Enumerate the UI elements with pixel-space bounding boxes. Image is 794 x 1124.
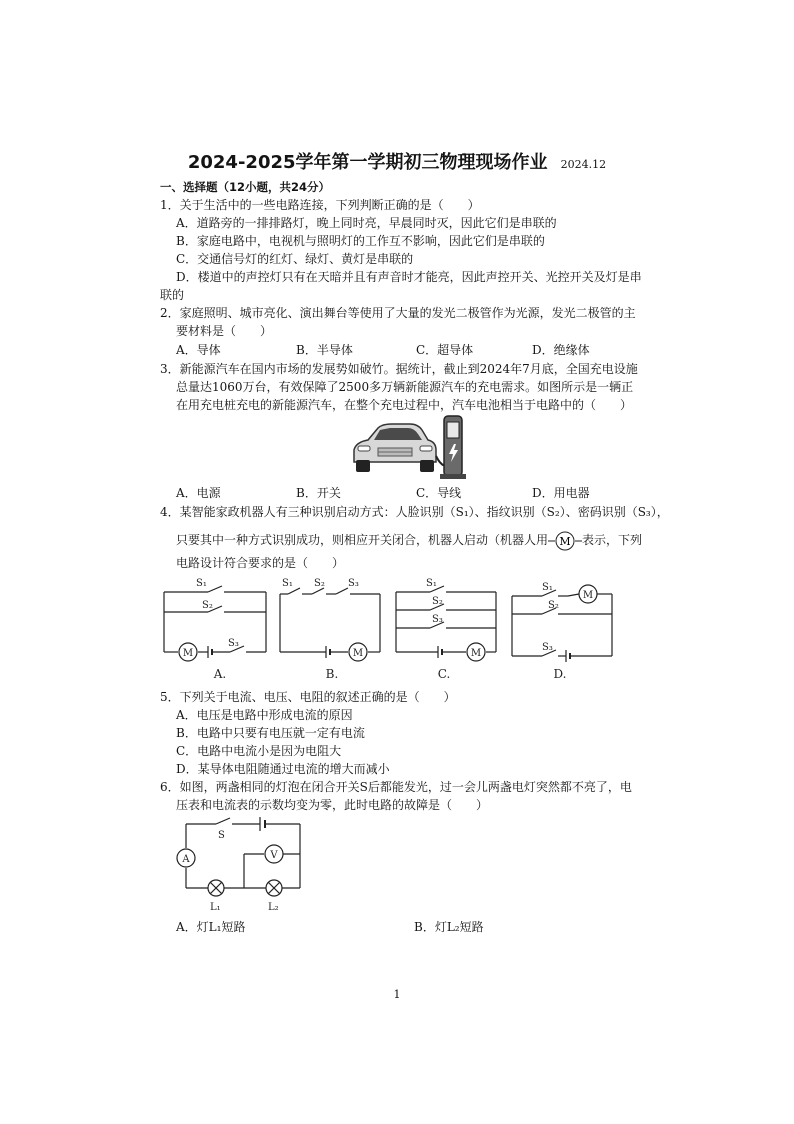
- q1-option-b: B．家庭电路中，电视机与照明灯的工作互不影响，因此它们是串联的: [176, 234, 545, 248]
- q6-stem-line1: 6．如图，两盏相同的灯泡在闭合开关S后都能发光，过一会儿两盏电灯突然都不亮了，电: [160, 780, 632, 794]
- circuit-d-caption: D.: [553, 667, 567, 681]
- circuit-a-s3-label: S₃: [228, 638, 239, 649]
- circuit-c-caption: C.: [437, 667, 451, 681]
- voltmeter-label: V: [270, 850, 278, 861]
- q2-option-d: D．绝缘体: [532, 343, 590, 357]
- motor-symbol-label: M: [559, 534, 571, 548]
- q6-circuit-diagram: [170, 812, 320, 916]
- q4-stem-line3: 电路设计符合要求的是（ ）: [176, 556, 345, 570]
- section-heading: 一、选择题（12小题，共24分）: [160, 180, 331, 194]
- q3-option-c: C．导线: [416, 486, 462, 500]
- exam-title-row: [0, 148, 794, 174]
- charger-icon: [440, 416, 466, 479]
- circuit-d-motor-label: M: [582, 590, 594, 601]
- circuit-c-motor-label: M: [470, 648, 482, 659]
- circuit-d-s2-label: S₂: [548, 600, 559, 611]
- circuit-d: [512, 585, 612, 662]
- q3-stem-line1: 3．新能源汽车在国内市场的发展势如破竹。据统计，截止到2024年7月底，全国充电设施: [160, 362, 638, 376]
- circuit-a-motor-label: M: [182, 648, 194, 659]
- circuit-a-s1-label: S₁: [196, 578, 207, 589]
- q1-option-d: D．楼道中的声控灯只有在天暗并且有声音时才能亮，因此声控开关、光控开关及灯是串: [176, 270, 642, 284]
- q5-option-a: A．电压是电路中形成电流的原因: [176, 708, 353, 722]
- q3-option-d: D．用电器: [532, 486, 590, 500]
- q2-stem-line1: 2．家庭照明、城市亮化、演出舞台等使用了大量的发光二极管作为光源，发光二极管的主: [160, 306, 636, 320]
- circuit-c-s2-label: S₂: [432, 596, 443, 607]
- q6-stem-line2: 压表和电流表的示数均变为零，此时电路的故障是（ ）: [176, 798, 489, 812]
- q5-option-c: C．电路中电流小是因为电阻大: [176, 744, 342, 758]
- q3-stem-line3: 在用充电桩充电的新能源汽车，在整个充电过程中，汽车电池相当于电路中的（ ）: [176, 398, 633, 412]
- circuit-b: [280, 588, 380, 661]
- circuit-a: [164, 586, 266, 661]
- q4-stem-line2-b: 表示，下列: [582, 533, 643, 547]
- q2-option-b: B．半导体: [296, 343, 353, 357]
- q1-option-a: A．道路旁的一排排路灯，晚上同时亮，早晨同时灭，因此它们是串联的: [176, 216, 557, 230]
- circuit-b-caption: B.: [325, 667, 339, 681]
- q5-option-b: B．电路中只要有电压就一定有电流: [176, 726, 365, 740]
- circuit-c-s3-label: S₃: [432, 614, 443, 625]
- exam-date: 2024.12: [560, 158, 607, 171]
- circuit-b-s1-label: S₁: [282, 578, 293, 589]
- page-number: 1: [393, 988, 401, 1001]
- q6-option-a: A．灯L₁短路: [176, 920, 246, 934]
- circuit-c-s1-label: S₁: [426, 578, 437, 589]
- q4-circuit-diagrams: [150, 574, 630, 684]
- lamp-l1-label: L₁: [210, 902, 221, 913]
- car-icon: [354, 424, 436, 472]
- q4-stem-line2: [176, 530, 642, 551]
- q5-option-d: D．某导体电阻随通过电流的增大而减小: [176, 762, 390, 776]
- circuit-b-motor-label: M: [352, 648, 364, 659]
- circuit-a-caption: A.: [213, 667, 227, 681]
- q4-stem-line2-a: 只要其中一种方式识别成功，则相应开关闭合，机器人启动（机器人用: [176, 533, 549, 547]
- q1-option-d-cont: 联的: [160, 288, 185, 302]
- q3-option-b: B．开关: [296, 486, 341, 500]
- ammeter-label: A: [182, 854, 190, 865]
- q5-stem: 5．下列关于电流、电压、电阻的叙述正确的是（ ）: [160, 690, 456, 704]
- q2-stem-line2: 要材料是（ ）: [176, 324, 273, 338]
- motor-symbol-icon: [548, 531, 582, 551]
- q1-option-c: C．交通信号灯的红灯、绿灯、黄灯是串联的: [176, 252, 414, 266]
- circuit-d-s3-label: S₃: [542, 642, 553, 653]
- lamp-l2-label: L₂: [268, 902, 279, 913]
- ev-charging-illustration: [348, 412, 470, 482]
- q4-stem-line1: 4．某智能家政机器人有三种识别启动方式：人脸识别（S₁）、指纹识别（S₂）、密码识别（S₃），: [160, 505, 669, 519]
- q6-option-b: B．灯L₂短路: [414, 920, 484, 934]
- exam-title: 2024-2025学年第一学期初三物理现场作业: [187, 152, 548, 173]
- q3-stem-line2: 总量达1060万台，有效保障了2500多万辆新能源汽车的充电需求。如图所示是一辆正: [176, 380, 634, 394]
- circuit-a-s2-label: S₂: [202, 600, 213, 611]
- circuit-d-s1-label: S₁: [542, 582, 553, 593]
- q2-option-c: C．超导体: [416, 343, 474, 357]
- q6-switch-label: S: [218, 830, 225, 841]
- q2-option-a: A．导体: [176, 343, 221, 357]
- circuit-b-s3-label: S₃: [348, 578, 359, 589]
- circuit-b-s2-label: S₂: [314, 578, 325, 589]
- q1-stem: 1．关于生活中的一些电路连接，下列判断正确的是（ ）: [160, 198, 480, 212]
- q3-option-a: A．电源: [176, 486, 221, 500]
